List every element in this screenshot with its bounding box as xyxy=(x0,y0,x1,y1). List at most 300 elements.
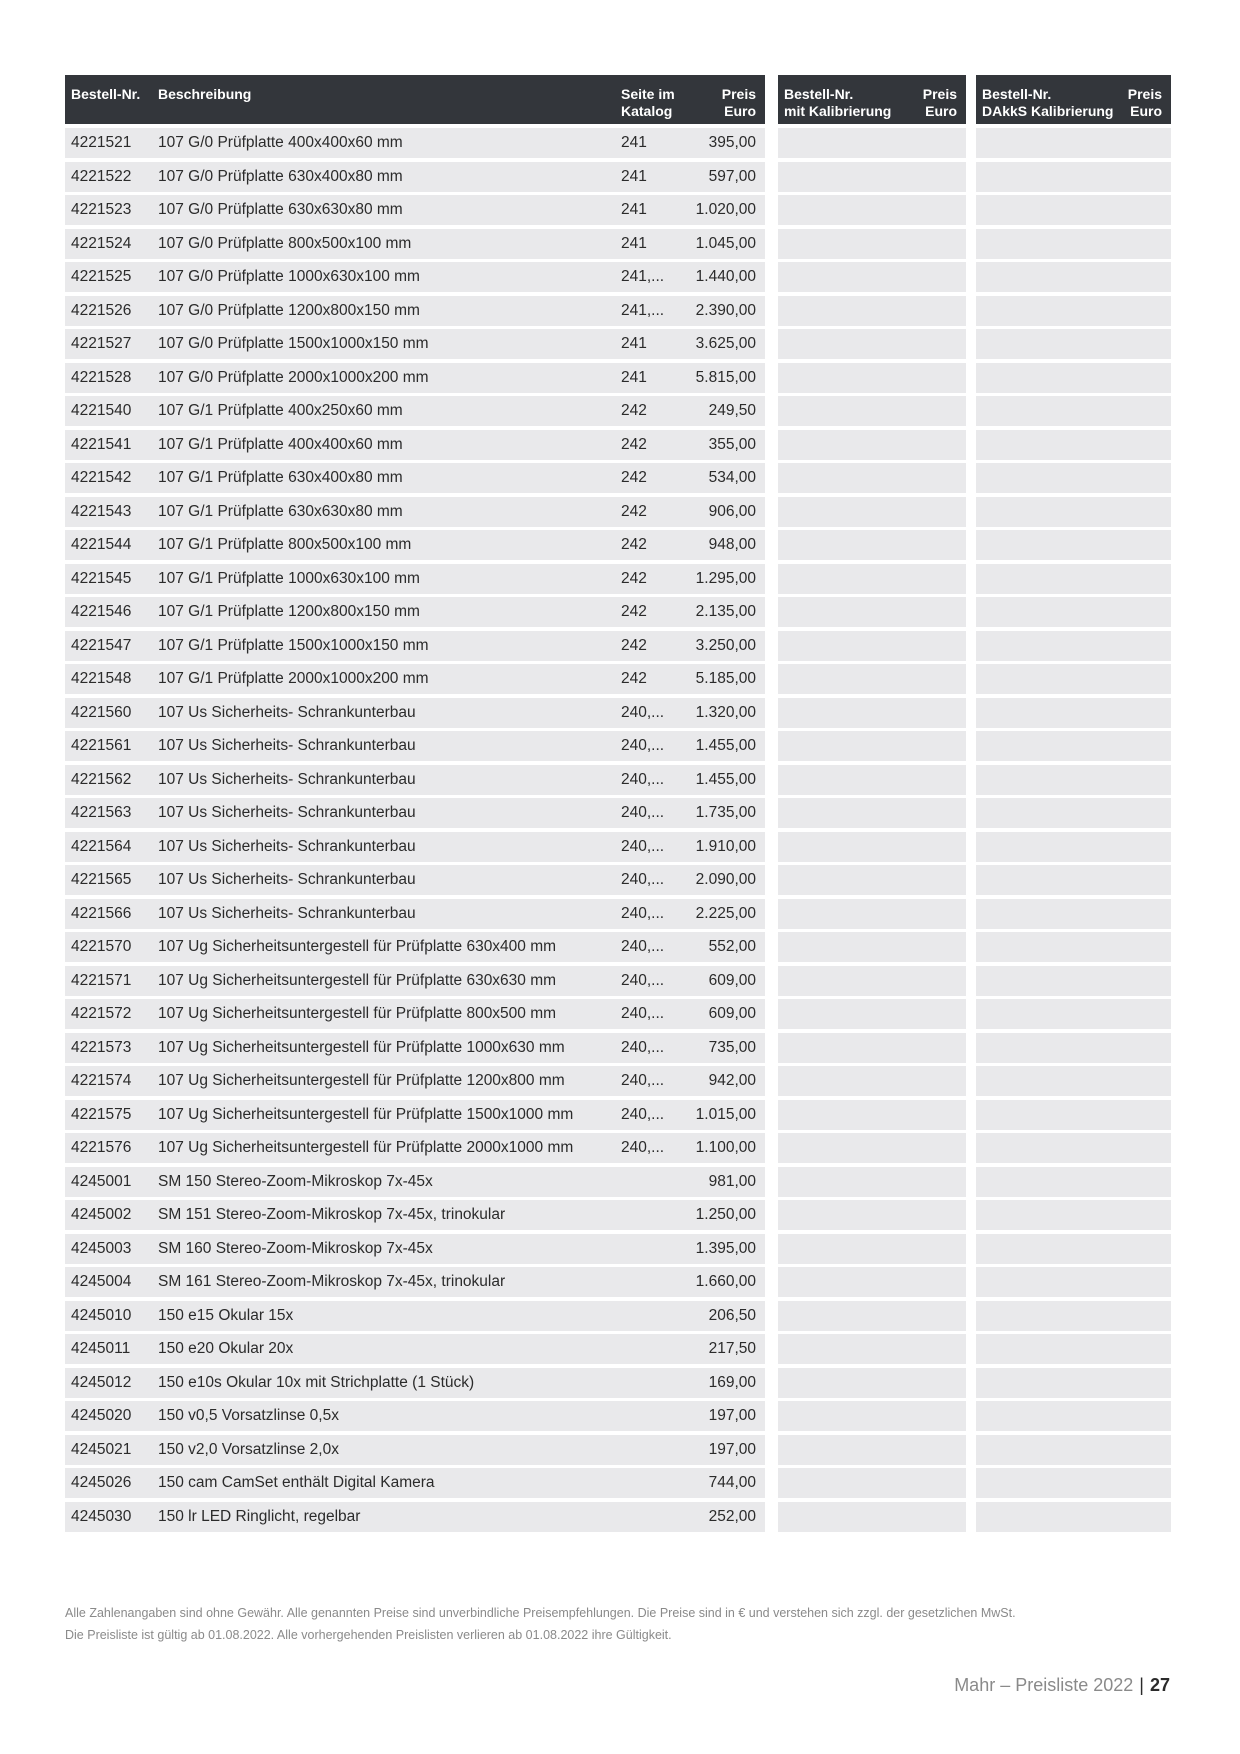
row-cell-kalibrierung xyxy=(778,564,966,594)
table-row xyxy=(0,1267,1240,1301)
row-cell-dakks xyxy=(976,1401,1171,1431)
beschreibung: 150 v0,5 Vorsatzlinse 0,5x xyxy=(158,1407,339,1424)
row-cell-dakks xyxy=(976,1368,1171,1398)
bestell-nr: 4245011 xyxy=(71,1340,131,1357)
row-cell-dakks xyxy=(976,597,1171,627)
seite-katalog xyxy=(621,1368,665,1398)
row-cell-kalibrierung xyxy=(778,1133,966,1163)
preis: 1.015,00 xyxy=(695,1105,756,1123)
bestell-nr: 4221544 xyxy=(71,536,132,553)
bestell-nr: 4221528 xyxy=(71,368,132,386)
seite-katalog: 241,... xyxy=(621,268,665,285)
beschreibung: SM 151 Stereo-Zoom-Mikroskop 7x-45x, trinokular xyxy=(158,1206,506,1223)
table-row xyxy=(0,1368,1240,1402)
seite-katalog: 242 xyxy=(621,603,647,620)
beschreibung: 107 Us Sicherheits- Schrankunterbau xyxy=(158,904,416,922)
page-number: 27 xyxy=(1149,1675,1170,1695)
row-cell-kalibrierung xyxy=(778,497,966,527)
header-kal-preis xyxy=(923,86,957,120)
table-row xyxy=(0,1502,1240,1536)
table-row xyxy=(0,396,1240,430)
preis: 3.250,00 xyxy=(695,636,756,654)
row-cell-dakks xyxy=(976,765,1171,795)
row-cell-kalibrierung xyxy=(778,1267,966,1297)
header-dakks-preis-line1: Preis xyxy=(1127,86,1162,102)
table-row xyxy=(0,329,1240,363)
row-cell-kalibrierung xyxy=(778,296,966,326)
row-cell-kalibrierung xyxy=(778,229,966,259)
table-row xyxy=(0,1200,1240,1234)
seite-katalog xyxy=(621,1234,665,1264)
bestell-nr: 4221571 xyxy=(71,971,132,989)
row-cell-dakks xyxy=(976,329,1171,359)
bestell-nr: 4221521 xyxy=(71,134,132,151)
row-cell-kalibrierung xyxy=(778,999,966,1029)
bestell-nr: 4221566 xyxy=(71,904,132,922)
row-cell-dakks xyxy=(976,966,1171,996)
table-row xyxy=(0,262,1240,296)
row-cell-kalibrierung xyxy=(778,430,966,460)
table-row xyxy=(0,195,1240,229)
preis: 744,00 xyxy=(708,1474,756,1491)
beschreibung: 107 Ug Sicherheitsuntergestell für Prüfplatte 1200x800 mm xyxy=(158,1072,565,1089)
beschreibung: 107 G/0 Prüfplatte 800x500x100 mm xyxy=(158,234,412,252)
header-kal-nr-line2: mit Kalibrierung xyxy=(784,103,892,119)
bestell-nr: 4221547 xyxy=(71,636,132,654)
seite-katalog: 240,... xyxy=(621,1005,665,1022)
beschreibung: 107 Us Sicherheits- Schrankunterbau xyxy=(158,837,416,855)
bestell-nr: 4221561 xyxy=(71,737,132,754)
seite-katalog xyxy=(621,1301,665,1331)
row-cell-kalibrierung xyxy=(778,463,966,493)
bestell-nr: 4221565 xyxy=(71,871,132,888)
seite-katalog: 242 xyxy=(621,435,647,453)
preis: 534,00 xyxy=(708,469,756,486)
row-cell-dakks xyxy=(976,430,1171,460)
preis: 2.135,00 xyxy=(695,603,756,620)
row-cell-kalibrierung xyxy=(778,1167,966,1197)
bestell-nr: 4245002 xyxy=(71,1206,132,1223)
row-cell-dakks xyxy=(976,1301,1171,1331)
row-cell-kalibrierung xyxy=(778,1468,966,1498)
preis: 597,00 xyxy=(708,167,756,185)
seite-katalog: 241 xyxy=(621,167,647,185)
row-cell-kalibrierung xyxy=(778,128,966,158)
bestell-nr: 4221527 xyxy=(71,335,132,352)
table-row xyxy=(0,597,1240,631)
header-kal-preis-line2: Euro xyxy=(925,103,957,119)
seite-katalog xyxy=(621,1200,665,1230)
bestell-nr: 4221523 xyxy=(71,201,132,218)
row-cell-kalibrierung xyxy=(778,664,966,694)
bestell-nr: 4221522 xyxy=(71,167,132,185)
beschreibung: SM 160 Stereo-Zoom-Mikroskop 7x-45x xyxy=(158,1239,433,1257)
footer-separator: | xyxy=(1139,1675,1144,1695)
table-row xyxy=(0,999,1240,1033)
preis: 735,00 xyxy=(708,1038,756,1056)
table-row xyxy=(0,1167,1240,1201)
seite-katalog: 242 xyxy=(621,536,647,553)
row-cell-dakks xyxy=(976,999,1171,1029)
beschreibung: 107 G/1 Prüfplatte 1000x630x100 mm xyxy=(158,569,420,587)
header-dakks-nr xyxy=(982,86,1113,120)
preis: 609,00 xyxy=(708,1005,756,1022)
bestell-nr: 4221543 xyxy=(71,502,132,520)
preis: 942,00 xyxy=(708,1072,756,1089)
beschreibung: SM 150 Stereo-Zoom-Mikroskop 7x-45x xyxy=(158,1172,433,1190)
beschreibung: 107 G/0 Prüfplatte 630x630x80 mm xyxy=(158,201,403,218)
preis: 197,00 xyxy=(708,1407,756,1424)
row-cell-dakks xyxy=(976,1033,1171,1063)
row-cell-dakks xyxy=(976,162,1171,192)
seite-katalog: 240,... xyxy=(621,737,665,754)
seite-katalog: 242 xyxy=(621,636,647,654)
preis: 169,00 xyxy=(708,1373,756,1391)
table-row xyxy=(0,698,1240,732)
row-cell-dakks xyxy=(976,664,1171,694)
table-row xyxy=(0,229,1240,263)
row-cell-kalibrierung xyxy=(778,798,966,828)
table-row xyxy=(0,1066,1240,1100)
row-cell-dakks xyxy=(976,899,1171,929)
row-cell-dakks xyxy=(976,698,1171,728)
beschreibung: 107 G/1 Prüfplatte 400x250x60 mm xyxy=(158,402,403,419)
row-cell-dakks xyxy=(976,396,1171,426)
header-dakks-preis xyxy=(1128,86,1162,120)
preis: 1.045,00 xyxy=(695,234,756,252)
preis: 1.735,00 xyxy=(695,804,756,821)
preis: 1.455,00 xyxy=(695,737,756,754)
row-cell-kalibrierung xyxy=(778,1234,966,1264)
seite-katalog: 240,... xyxy=(621,1072,665,1089)
seite-katalog: 240,... xyxy=(621,971,665,989)
table-row xyxy=(0,832,1240,866)
bestell-nr: 4221546 xyxy=(71,603,132,620)
bestell-nr: 4221564 xyxy=(71,837,132,855)
row-cell-dakks xyxy=(976,731,1171,761)
preis: 552,00 xyxy=(708,938,756,955)
bestell-nr: 4221540 xyxy=(71,402,132,419)
bestell-nr: 4221573 xyxy=(71,1038,132,1056)
row-cell-dakks xyxy=(976,798,1171,828)
bestell-nr: 4221524 xyxy=(71,234,132,252)
seite-katalog: 242 xyxy=(621,670,647,687)
seite-katalog: 242 xyxy=(621,569,647,587)
preis: 1.100,00 xyxy=(695,1139,756,1156)
beschreibung: 150 e15 Okular 15x xyxy=(158,1306,294,1324)
preis: 1.910,00 xyxy=(695,837,756,855)
table-row xyxy=(0,296,1240,330)
seite-katalog: 240,... xyxy=(621,938,665,955)
row-cell-dakks xyxy=(976,1100,1171,1130)
row-cell-dakks xyxy=(976,1133,1171,1163)
row-cell-kalibrierung xyxy=(778,329,966,359)
beschreibung: 107 G/0 Prüfplatte 630x400x80 mm xyxy=(158,167,403,185)
table-row xyxy=(0,1468,1240,1502)
header-bestell-nr: Bestell-Nr. xyxy=(71,86,141,102)
row-cell-dakks xyxy=(976,262,1171,292)
footnote-line2: Die Preisliste ist gültig ab 01.08.2022. Alle vorhergehenden Preislisten verlieren ab 01.08.2022 ihre Gültigkeit. xyxy=(65,1628,672,1642)
beschreibung: 107 Ug Sicherheitsuntergestell für Prüfplatte 630x400 mm xyxy=(158,938,557,955)
seite-katalog xyxy=(621,1167,665,1197)
preis: 1.295,00 xyxy=(695,569,756,587)
bestell-nr: 4245012 xyxy=(71,1373,132,1391)
table-row xyxy=(0,765,1240,799)
table-row xyxy=(0,1100,1240,1134)
row-cell-dakks xyxy=(976,631,1171,661)
row-cell-kalibrierung xyxy=(778,1301,966,1331)
header-dakks-nr-line2: DAkkS Kalibrierung xyxy=(982,103,1114,119)
footer-title: Mahr – Preisliste 2022 xyxy=(954,1675,1134,1695)
seite-katalog: 242 xyxy=(621,469,647,486)
table-row xyxy=(0,899,1240,933)
seite-katalog: 242 xyxy=(621,502,647,520)
table-row xyxy=(0,932,1240,966)
beschreibung: 107 G/0 Prüfplatte 400x400x60 mm xyxy=(158,134,403,151)
row-cell-kalibrierung xyxy=(778,1435,966,1465)
bestell-nr: 4221525 xyxy=(71,268,132,285)
row-cell-dakks xyxy=(976,463,1171,493)
beschreibung: 107 Ug Sicherheitsuntergestell für Prüfplatte 800x500 mm xyxy=(158,1005,557,1022)
row-cell-kalibrierung xyxy=(778,363,966,393)
seite-katalog xyxy=(621,1468,665,1498)
header-preis-line2: Euro xyxy=(724,103,756,119)
row-cell-kalibrierung xyxy=(778,899,966,929)
beschreibung: 107 G/1 Prüfplatte 400x400x60 mm xyxy=(158,435,403,453)
row-cell-kalibrierung xyxy=(778,698,966,728)
preis: 609,00 xyxy=(708,971,756,989)
beschreibung: 107 Us Sicherheits- Schrankunterbau xyxy=(158,871,416,888)
header-kal-preis-line1: Preis xyxy=(922,86,957,102)
row-cell-kalibrierung xyxy=(778,966,966,996)
row-cell-kalibrierung xyxy=(778,1033,966,1063)
header-seite-line1: Seite im xyxy=(621,86,675,102)
seite-katalog: 242 xyxy=(621,402,647,419)
row-cell-kalibrierung xyxy=(778,1066,966,1096)
bestell-nr: 4221562 xyxy=(71,770,132,788)
beschreibung: 107 Ug Sicherheitsuntergestell für Prüfplatte 1500x1000 mm xyxy=(158,1105,574,1123)
table-header-dakks xyxy=(976,75,1171,124)
table-row xyxy=(0,1401,1240,1435)
bestell-nr: 4245003 xyxy=(71,1239,132,1257)
header-dakks-nr-line1: Bestell-Nr. xyxy=(982,86,1052,102)
price-table-body xyxy=(0,128,1240,1535)
seite-katalog xyxy=(621,1502,665,1532)
row-cell-kalibrierung xyxy=(778,396,966,426)
bestell-nr: 4245020 xyxy=(71,1407,132,1424)
table-row xyxy=(0,1435,1240,1469)
row-cell-kalibrierung xyxy=(778,262,966,292)
table-row xyxy=(0,497,1240,531)
table-row xyxy=(0,865,1240,899)
table-row xyxy=(0,162,1240,196)
preis: 1.455,00 xyxy=(695,770,756,788)
row-cell-dakks xyxy=(976,832,1171,862)
bestell-nr: 4221545 xyxy=(71,569,132,587)
row-cell-kalibrierung xyxy=(778,765,966,795)
bestell-nr: 4221575 xyxy=(71,1105,132,1123)
preis: 1.250,00 xyxy=(695,1206,756,1223)
seite-katalog: 240,... xyxy=(621,871,665,888)
row-cell-kalibrierung xyxy=(778,530,966,560)
table-row xyxy=(0,1301,1240,1335)
seite-katalog: 240,... xyxy=(621,904,665,922)
row-cell-dakks xyxy=(976,1468,1171,1498)
seite-katalog xyxy=(621,1267,665,1297)
header-seite xyxy=(621,86,675,120)
row-cell-kalibrierung xyxy=(778,1100,966,1130)
seite-katalog: 240,... xyxy=(621,1139,665,1156)
preis: 2.390,00 xyxy=(695,301,756,319)
table-row xyxy=(0,463,1240,497)
preis: 1.440,00 xyxy=(695,268,756,285)
beschreibung: 107 G/1 Prüfplatte 800x500x100 mm xyxy=(158,536,412,553)
table-row xyxy=(0,128,1240,162)
table-header-main xyxy=(65,75,765,124)
row-cell-kalibrierung xyxy=(778,1502,966,1532)
bestell-nr: 4245030 xyxy=(71,1507,132,1525)
row-cell-kalibrierung xyxy=(778,597,966,627)
table-row xyxy=(0,363,1240,397)
row-cell-kalibrierung xyxy=(778,1200,966,1230)
table-row xyxy=(0,1033,1240,1067)
preis: 981,00 xyxy=(708,1172,756,1190)
row-cell-dakks xyxy=(976,1066,1171,1096)
row-cell-kalibrierung xyxy=(778,731,966,761)
beschreibung: 107 G/1 Prüfplatte 2000x1000x200 mm xyxy=(158,670,429,687)
row-cell-dakks xyxy=(976,497,1171,527)
preis: 5.815,00 xyxy=(695,368,756,386)
bestell-nr: 4221570 xyxy=(71,938,132,955)
beschreibung: 107 G/0 Prüfplatte 1200x800x150 mm xyxy=(158,301,420,319)
bestell-nr: 4245010 xyxy=(71,1306,132,1324)
footnote-line1: Alle Zahlenangaben sind ohne Gewähr. Alle genannten Preise sind unverbindliche Preisempfehlungen. Die Preise sind in € und verstehen sich zzgl. der gesetzlichen MwSt. xyxy=(65,1606,1016,1620)
table-header-kalibrierung xyxy=(778,75,966,124)
beschreibung: 107 G/1 Prüfplatte 1200x800x150 mm xyxy=(158,603,420,620)
row-cell-dakks xyxy=(976,1502,1171,1532)
row-cell-kalibrierung xyxy=(778,1401,966,1431)
row-cell-dakks xyxy=(976,1267,1171,1297)
preis: 197,00 xyxy=(708,1440,756,1458)
row-cell-kalibrierung xyxy=(778,631,966,661)
preis: 249,50 xyxy=(708,402,756,419)
row-cell-dakks xyxy=(976,530,1171,560)
seite-katalog: 240,... xyxy=(621,804,665,821)
header-preis xyxy=(722,86,756,120)
header-seite-line2: Katalog xyxy=(621,103,673,119)
beschreibung: 107 G/1 Prüfplatte 630x400x80 mm xyxy=(158,469,403,486)
row-cell-dakks xyxy=(976,296,1171,326)
beschreibung: 107 Us Sicherheits- Schrankunterbau xyxy=(158,737,416,754)
bestell-nr: 4221526 xyxy=(71,301,132,319)
bestell-nr: 4221574 xyxy=(71,1072,132,1089)
bestell-nr: 4245001 xyxy=(71,1172,132,1190)
table-row xyxy=(0,631,1240,665)
beschreibung: 150 e10s Okular 10x mit Strichplatte (1 Stück) xyxy=(158,1373,475,1391)
page-footer xyxy=(954,1675,1170,1696)
header-kal-nr xyxy=(784,86,891,120)
table-row xyxy=(0,564,1240,598)
bestell-nr: 4221563 xyxy=(71,804,132,821)
table-row xyxy=(0,966,1240,1000)
header-dakks-preis-line2: Euro xyxy=(1130,103,1162,119)
seite-katalog: 240,... xyxy=(621,770,665,788)
preis: 1.320,00 xyxy=(695,703,756,721)
row-cell-kalibrierung xyxy=(778,195,966,225)
table-row xyxy=(0,798,1240,832)
seite-katalog: 240,... xyxy=(621,1038,665,1056)
seite-katalog: 241 xyxy=(621,368,647,386)
seite-katalog: 240,... xyxy=(621,837,665,855)
preis: 355,00 xyxy=(708,435,756,453)
beschreibung: 107 G/0 Prüfplatte 2000x1000x200 mm xyxy=(158,368,429,386)
table-row xyxy=(0,664,1240,698)
preis: 5.185,00 xyxy=(695,670,756,687)
table-row xyxy=(0,1334,1240,1368)
table-row xyxy=(0,731,1240,765)
header-kal-nr-line1: Bestell-Nr. xyxy=(784,86,854,102)
table-row xyxy=(0,1133,1240,1167)
seite-katalog: 241 xyxy=(621,234,647,252)
beschreibung: 107 Ug Sicherheitsuntergestell für Prüfplatte 1000x630 mm xyxy=(158,1038,565,1056)
seite-katalog xyxy=(621,1334,665,1364)
seite-katalog xyxy=(621,1435,665,1465)
beschreibung: 107 G/1 Prüfplatte 1500x1000x150 mm xyxy=(158,636,429,654)
beschreibung: 107 G/0 Prüfplatte 1500x1000x150 mm xyxy=(158,335,429,352)
seite-katalog: 240,... xyxy=(621,1105,665,1123)
preis: 2.225,00 xyxy=(695,904,756,922)
seite-katalog: 240,... xyxy=(621,703,665,721)
beschreibung: 150 lr LED Ringlicht, regelbar xyxy=(158,1507,361,1525)
row-cell-dakks xyxy=(976,1435,1171,1465)
bestell-nr: 4221542 xyxy=(71,469,132,486)
preis: 217,50 xyxy=(708,1340,756,1357)
row-cell-dakks xyxy=(976,1334,1171,1364)
seite-katalog: 241 xyxy=(621,134,647,151)
row-cell-kalibrierung xyxy=(778,1334,966,1364)
beschreibung: 107 G/0 Prüfplatte 1000x630x100 mm xyxy=(158,268,420,285)
beschreibung: 107 Us Sicherheits- Schrankunterbau xyxy=(158,804,416,821)
row-cell-dakks xyxy=(976,363,1171,393)
beschreibung: 150 cam CamSet enthält Digital Kamera xyxy=(158,1474,435,1491)
row-cell-dakks xyxy=(976,1234,1171,1264)
row-cell-dakks xyxy=(976,128,1171,158)
row-cell-dakks xyxy=(976,195,1171,225)
row-cell-dakks xyxy=(976,564,1171,594)
preis: 1.395,00 xyxy=(695,1239,756,1257)
footnote xyxy=(65,1602,1175,1646)
preis: 3.625,00 xyxy=(695,335,756,352)
seite-katalog: 241,... xyxy=(621,301,665,319)
beschreibung: 107 Ug Sicherheitsuntergestell für Prüfplatte 630x630 mm xyxy=(158,971,557,989)
seite-katalog xyxy=(621,1401,665,1431)
table-row xyxy=(0,530,1240,564)
preis: 252,00 xyxy=(708,1507,756,1525)
preis: 948,00 xyxy=(708,536,756,553)
preis: 906,00 xyxy=(708,502,756,520)
preis: 206,50 xyxy=(708,1306,756,1324)
bestell-nr: 4221576 xyxy=(71,1139,132,1156)
bestell-nr: 4221560 xyxy=(71,703,132,721)
bestell-nr: 4221572 xyxy=(71,1005,132,1022)
bestell-nr: 4245021 xyxy=(71,1440,132,1458)
bestell-nr: 4221548 xyxy=(71,670,132,687)
row-cell-dakks xyxy=(976,1200,1171,1230)
beschreibung: 107 G/1 Prüfplatte 630x630x80 mm xyxy=(158,502,403,520)
row-cell-kalibrierung xyxy=(778,932,966,962)
preis: 395,00 xyxy=(708,134,756,151)
row-cell-kalibrierung xyxy=(778,162,966,192)
